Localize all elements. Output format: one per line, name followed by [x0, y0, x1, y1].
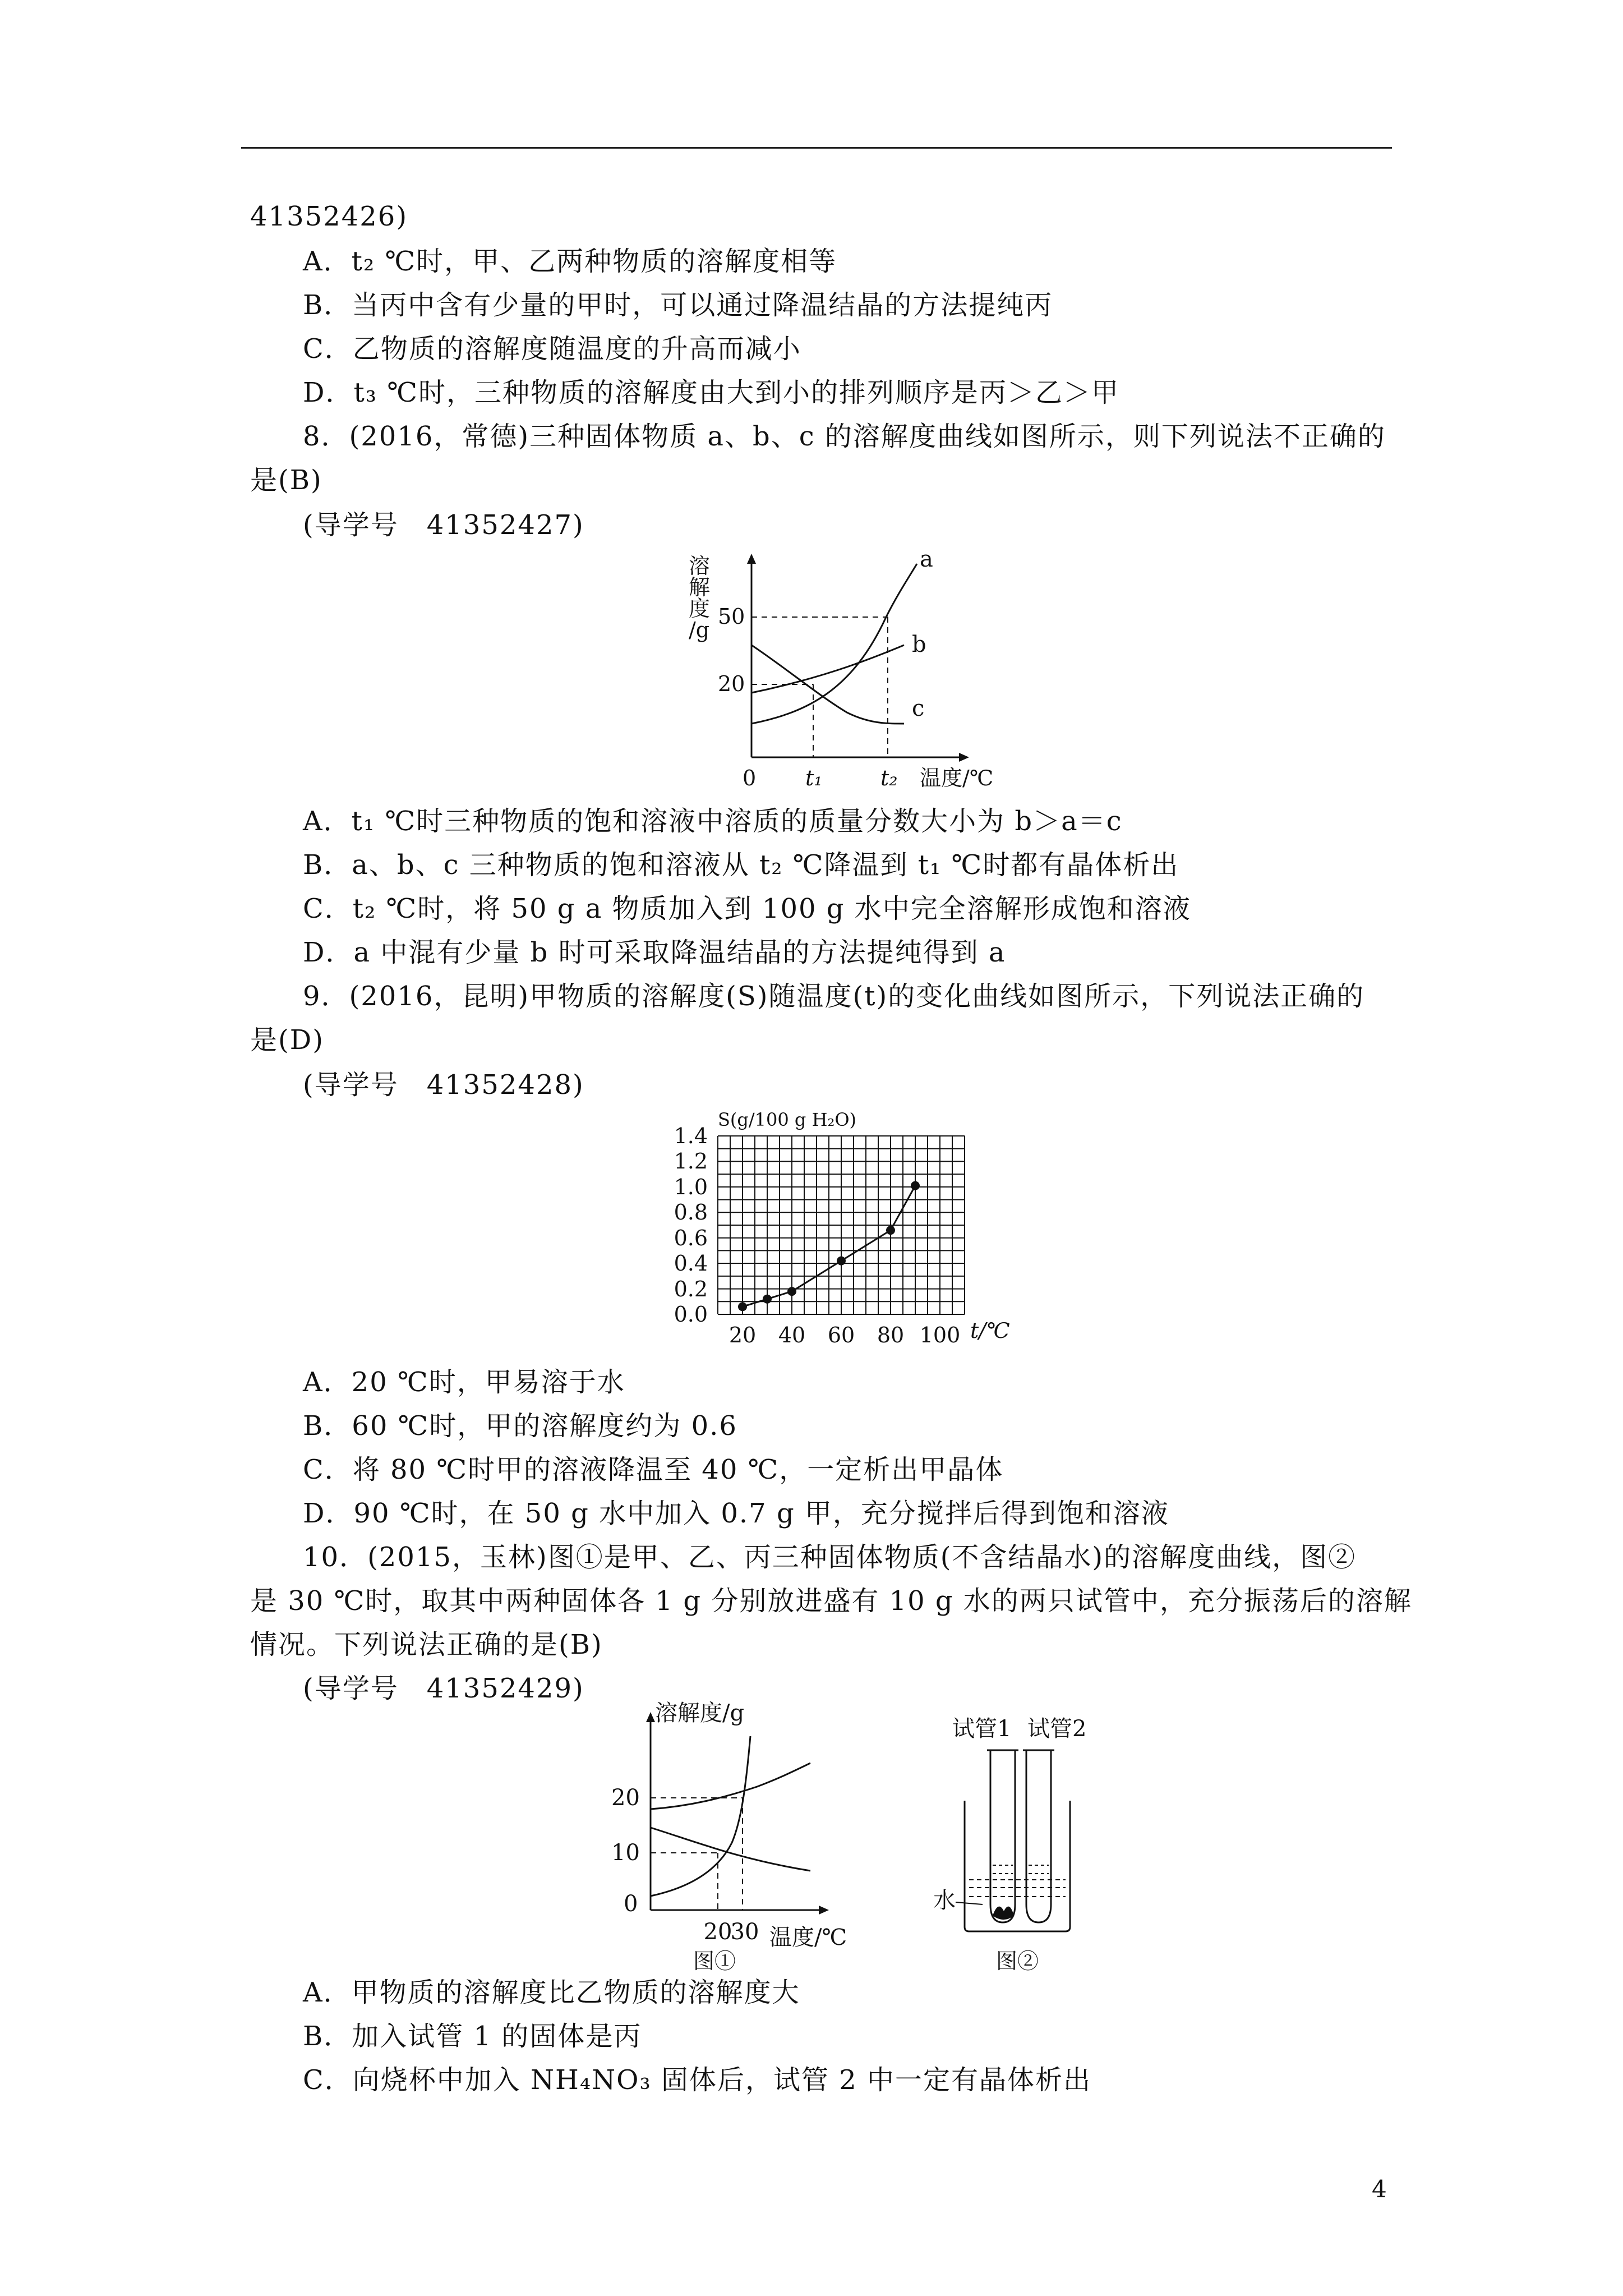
q8-option-a: A．t₁ ℃时三种物质的饱和溶液中溶质的质量分数大小为 b＞a＝c [303, 806, 1123, 837]
q10-fig1-origin: 0 [624, 1891, 638, 1917]
q10-stem-line3: 情况。下列说法正确的是(B) [250, 1629, 603, 1660]
q8-ytick-50: 50 [718, 604, 745, 629]
q10-fig1-caption: 图① [693, 1949, 736, 1973]
header-rule [241, 147, 1392, 149]
q10-fig2-caption: 图② [995, 1949, 1039, 1973]
page-number: 4 [1372, 2175, 1387, 2203]
q8-xlabel: 温度/℃ [920, 766, 994, 790]
q10-option-b: B．加入试管 1 的固体是丙 [303, 2021, 642, 2052]
q10-stem-line2: 是 30 ℃时，取其中两种固体各 1 g 分别放进盛有 10 g 水的两只试管中，充分振荡后的溶解 [250, 1585, 1412, 1617]
q9-guide: (导学号 41352428) [303, 1069, 584, 1101]
q9-option-d: D．90 ℃时，在 50 g 水中加入 0.7 g 甲，充分搅拌后得到饱和溶液 [303, 1498, 1169, 1529]
q9-option-c: C．将 80 ℃时甲的溶液降温至 40 ℃，一定析出甲晶体 [303, 1454, 1004, 1485]
q8-option-d: D．a 中混有少量 b 时可采取降温结晶的方法提纯得到 a [303, 937, 1006, 968]
q8-ylabel-3: 度 [689, 596, 711, 621]
q8-ytick-20: 20 [718, 671, 745, 696]
q8-origin: 0 [743, 766, 757, 790]
q9-ytick-0.6: 0.6 [674, 1226, 708, 1250]
q10-fig2-tube1-label: 试管1 [952, 1716, 1012, 1742]
q10-option-a: A．甲物质的溶解度比乙物质的溶解度大 [303, 1977, 800, 2008]
q7-option-b: B．当丙中含有少量的甲时，可以通过降温结晶的方法提纯丙 [303, 289, 1053, 321]
q9-ytick-0.4: 0.4 [674, 1251, 708, 1276]
q9-option-a: A．20 ℃时，甲易溶于水 [303, 1366, 625, 1398]
q8-curve-c-label: c [912, 696, 925, 721]
q9-option-b: B．60 ℃时，甲的溶解度约为 0.6 [303, 1410, 737, 1442]
q8-curve-b-label: b [912, 632, 926, 657]
q8-ylabel-1: 溶 [689, 554, 711, 578]
q9-ytick-1.2: 1.2 [674, 1149, 708, 1174]
q8-stem-line1: 8．(2016，常德)三种固体物质 a、b、c 的溶解度曲线如图所示，则下列说法不正确的 [303, 421, 1386, 452]
q9-xtick-100: 100 [919, 1323, 961, 1347]
q8-ylabel-4: /g [689, 618, 710, 642]
q9-xtick-40: 40 [778, 1323, 806, 1347]
q10-fig1-ytick-10: 10 [611, 1840, 640, 1866]
q9-ytick-0.8: 0.8 [674, 1200, 708, 1225]
q8-xtick-t2: t₂ [880, 766, 898, 790]
q10-option-c: C．向烧杯中加入 NH₄NO₃ 固体后，试管 2 中一定有晶体析出 [303, 2064, 1091, 2096]
q9-ylabel: S(g/100 g H₂O) [718, 1109, 857, 1130]
q8-stem-line2: 是(B) [250, 464, 322, 496]
q8-option-b: B．a、b、c 三种物质的饱和溶液从 t₂ ℃降温到 t₁ ℃时都有晶体析出 [303, 849, 1179, 881]
q8-xtick-t1: t₁ [805, 766, 823, 790]
q8-ylabel-2: 解 [689, 575, 711, 600]
q9-ytick-0.2: 0.2 [674, 1277, 708, 1301]
q10-fig1-xtick-30: 30 [730, 1919, 759, 1945]
q8-option-c: C．t₂ ℃时，将 50 g a 物质加入到 100 g 水中完全溶解形成饱和溶液 [303, 893, 1191, 924]
q9-xtick-80: 80 [877, 1323, 905, 1347]
q9-stem-line2: 是(D) [250, 1024, 324, 1056]
q10-fig1-xtick-20: 20 [703, 1919, 732, 1945]
q10-figure2-test-tubes [920, 1703, 1110, 1972]
q7-option-c: C．乙物质的溶解度随温度的升高而减小 [303, 333, 801, 365]
q10-fig1-ytick-20: 20 [611, 1785, 640, 1811]
q8-solubility-chart [662, 546, 1054, 797]
q10-guide: (导学号 41352429) [303, 1673, 584, 1704]
q9-ytick-1.0: 1.0 [674, 1175, 708, 1199]
q9-stem-line1: 9．(2016，昆明)甲物质的溶解度(S)随温度(t)的变化曲线如图所示，下列说法正确的 [303, 981, 1365, 1012]
q9-xtick-60: 60 [827, 1323, 855, 1347]
q10-fig2-water-label: 水 [933, 1888, 956, 1913]
q9-xtick-20: 20 [728, 1323, 757, 1347]
q8-guide: (导学号 41352427) [303, 509, 584, 541]
q10-fig1-xlabel: 温度/℃ [769, 1925, 847, 1950]
q7-guide-tail: 41352426) [250, 201, 408, 232]
q9-ytick-1.4: 1.4 [674, 1124, 708, 1148]
q9-ytick-0.0: 0.0 [674, 1302, 708, 1327]
q8-curve-a-label: a [920, 546, 933, 572]
q10-fig1-ylabel: 溶解度/g [655, 1700, 745, 1726]
q10-fig2-tube2-label: 试管2 [1027, 1716, 1087, 1742]
q10-figure1-chart [594, 1700, 909, 1973]
q9-xlabel: t/℃ [970, 1318, 1010, 1343]
q7-option-d: D．t₃ ℃时，三种物质的溶解度由大到小的排列顺序是丙＞乙＞甲 [303, 377, 1119, 408]
q7-option-a: A．t₂ ℃时，甲、乙两种物质的溶解度相等 [303, 246, 837, 277]
q10-stem-line1: 10．(2015，玉林)图①是甲、乙、丙三种固体物质(不含结晶水)的溶解度曲线，图② [303, 1542, 1357, 1573]
q9-solubility-grid-chart [634, 1108, 1060, 1355]
